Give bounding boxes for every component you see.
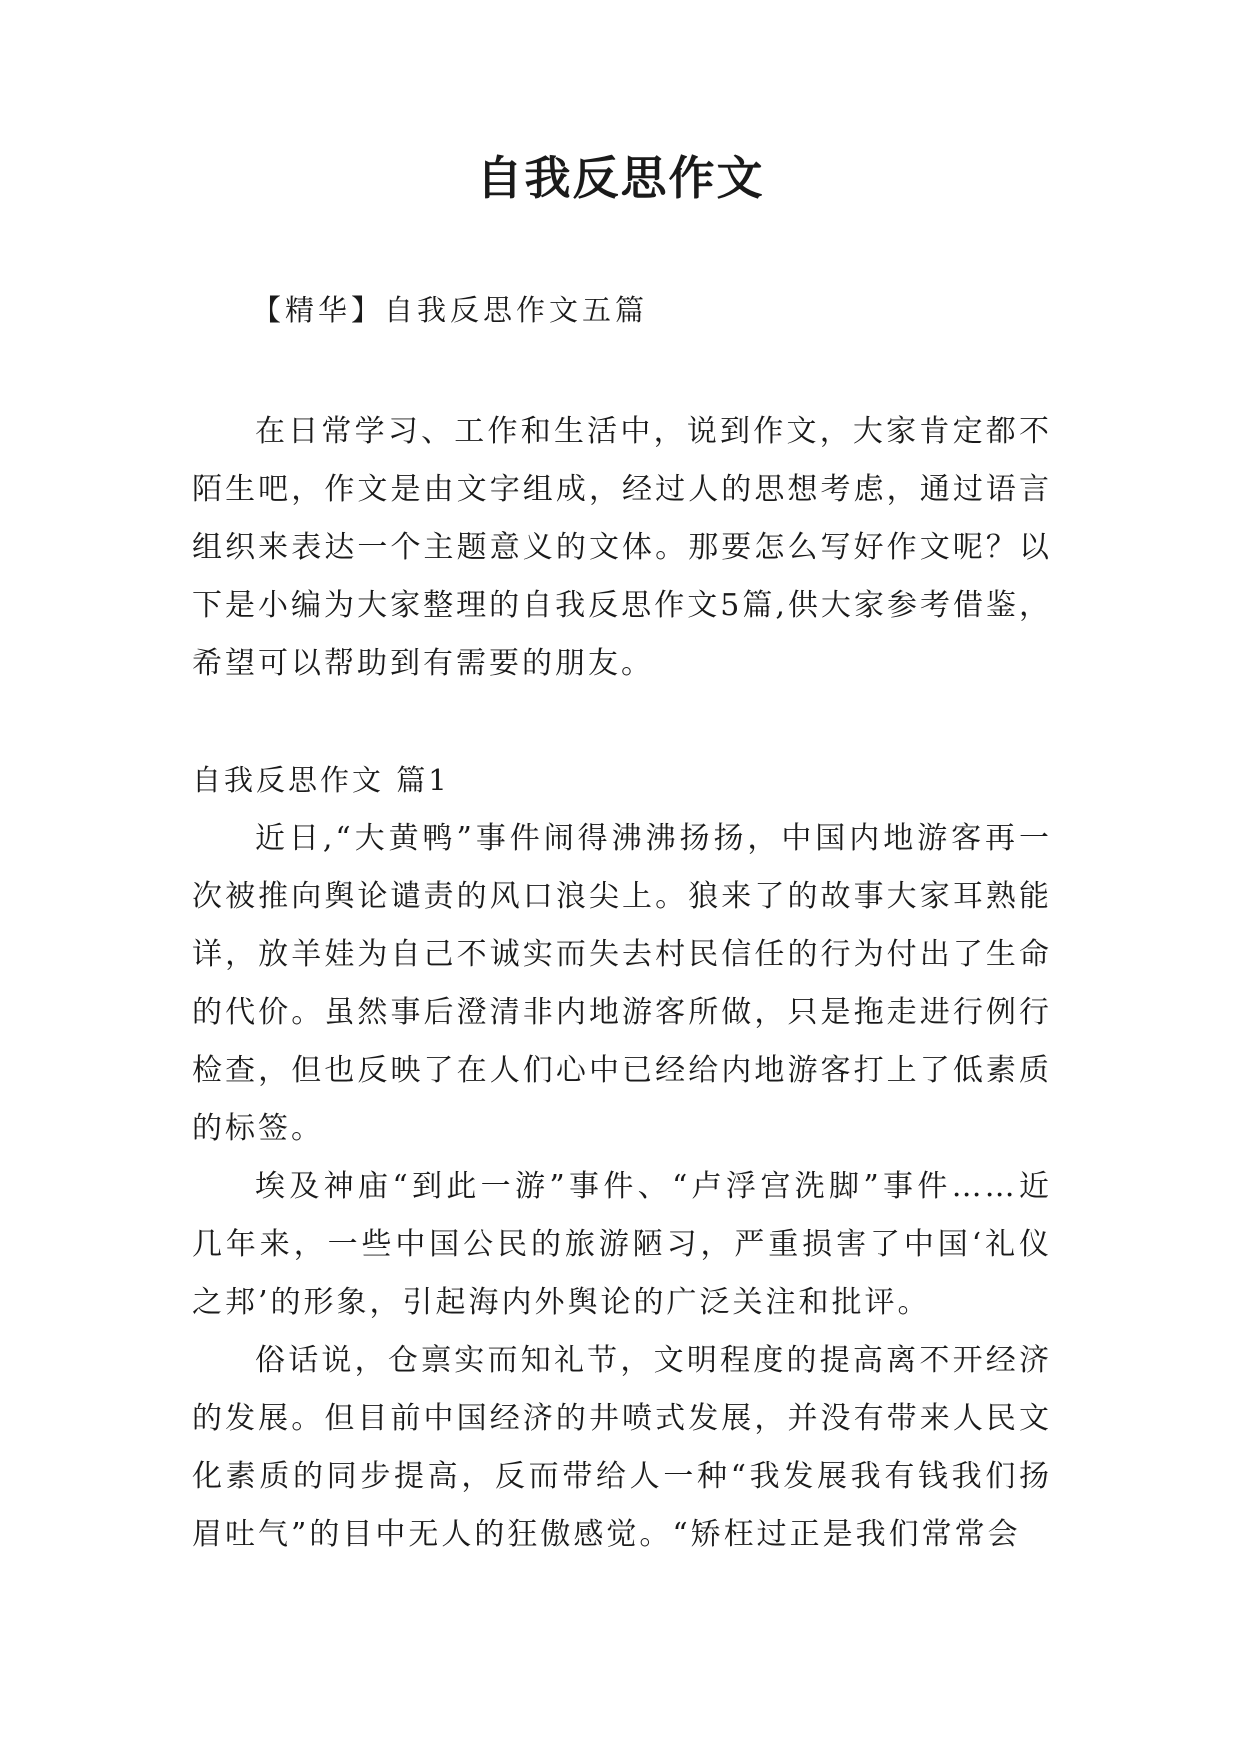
section-heading: 自我反思作文 篇1 (192, 763, 450, 797)
document-title: 自我反思作文 (476, 151, 765, 205)
essay-paragraph-1: 近日,“大黄鸭”事件闹得沸沸扬扬，中国内地游客再一次被推向舆论谴责的风口浪尖上。狼来了的故事大家耳熟能详，放羊娃为自己不诚实而失去村民信任的行为付出了生命的代价。虽然事后澄清非内地游客所做，只是拖走进行例行检查，但也反映了在人们心中已经给内地游客打上了低素质的标签。 (192, 821, 1052, 1146)
essay-paragraph-3: 俗话说，仓禀实而知礼节，文明程度的提高离不开经济的发展。但目前中国经济的井喷式发展，并没有带来人民文化素质的同步提高，反而带给人一种“我发展我有钱我们扬眉吐气”的目中无人的狂傲感觉。“矫枉过正是我们常常会 (192, 1343, 1052, 1552)
intro-paragraph: 在日常学习、工作和生活中，说到作文，大家肯定都不陌生吧，作文是由文字组成，经过人的思想考虑，通过语言组织来表达一个主题意义的文体。那要怎么写好作文呢？以下是小编为大家整理的自我反思作文5篇,供大家参考借鉴，希望可以帮助到有需要的朋友。 (192, 414, 1052, 681)
intro-section (192, 403, 1052, 693)
document-subtitle: 【精华】自我反思作文五篇 (252, 293, 649, 327)
essay-paragraph-2: 埃及神庙“到此一游”事件、“卢浮宫洗脚”事件……近几年来，一些中国公民的旅游陋习，严重损害了中国‘礼仪之邦’的形象，引起海内外舆论的广泛关注和批评。 (192, 1169, 1052, 1320)
essay-body (192, 810, 1052, 1564)
